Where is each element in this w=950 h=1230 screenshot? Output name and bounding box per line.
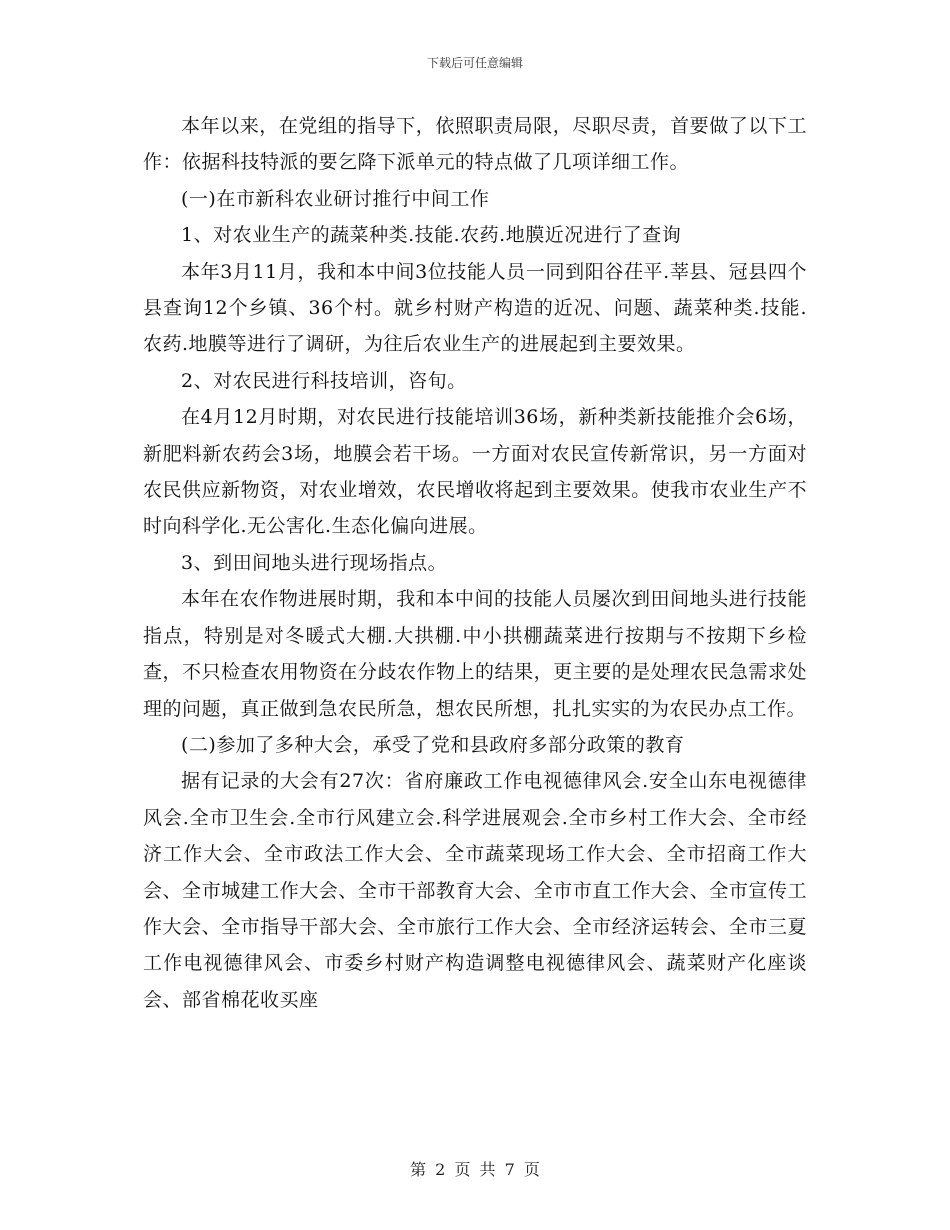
paragraph-intro: 本年以来，在党组的指导下，依照职责局限，尽职尽责，首要做了以下工作：依据科技特派的要乞降下派单元的特点做了几项详细工作。 [143, 115, 807, 174]
section-heading-1: (一)在市新科农业研讨推行中间工作 [181, 187, 490, 210]
subheading-1: 1、对农业生产的蔬菜种类.技能.农药.地膜近况进行了查询 [181, 224, 682, 247]
section-heading-2: (二)参加了多种大会，承受了党和县政府多部分政策的教育 [181, 733, 685, 756]
paragraph-survey: 本年3月11月，我和本中间3位技能人员一同到阳谷茌平.莘县、冠县四个县查询12个乡镇、36个村。就乡村财产构造的近况、问题、蔬菜种类.技能.农药.地膜等进行了调研，为往后农业生产的进展起到主要效果。 [143, 260, 807, 356]
page-number-footer: 第 2 页 共 7 页 [410, 1160, 540, 1179]
paragraph-field-guidance: 本年在农作物进展时期，我和本中间的技能人员屡次到田间地头进行技能指点，特别是对冬暖式大棚.大拱棚.中小拱棚蔬菜进行按期与不按期下乡检查，不只检查农用物资在分歧农作物上的结果，更主要的是处理农民急需求处理的问题，真正做到急农民所急，想农民所想，扎扎实实的为农民办点工作。 [143, 588, 807, 720]
paragraph-meetings: 据有记录的大会有27次：省府廉政工作电视德律风会.安全山东电视德律风会.全市卫生会.全市行风建立会.科学进展观会.全市乡村工作大会、全市经济工作大会、全市政法工作大会、全市蔬菜现场工作大会、全市招商工作大会、全市城建工作大会、全市干部教育大会、全市市直工作大会、全市宣传工作大会、全市指导干部大会、全市旅行工作大会、全市经济运转会、全市三夏工作电视德律风会、市委乡村财产构造调整电视德律风会、蔬菜财产化座谈会、部省棉花收买座 [143, 770, 807, 1011]
subheading-3: 3、到田间地头进行现场指点。 [181, 551, 448, 574]
paragraph-training: 在4月12月时期，对农民进行技能培训36场，新种类新技能推介会6场，新肥料新农药会3场，地膜会若干场。一方面对农民宣传新常识，另一方面对农民供应新物资，对农业增效，农民增收将起到主要效果。使我市农业生产不时向科学化.无公害化.生态化偏向进展。 [143, 406, 807, 538]
page-header-note: 下载后可任意编辑 [426, 56, 523, 70]
document-body [143, 108, 807, 1018]
subheading-2: 2、对农民进行科技培训，咨旬。 [181, 369, 467, 392]
